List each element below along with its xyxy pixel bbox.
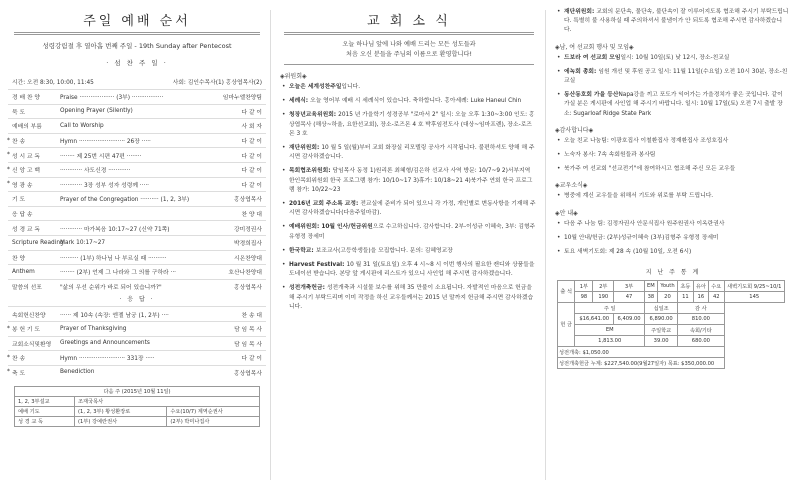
news-item-text: 전교실에 준비가 되어 있으니 각 가정, 개인별로 변동사항을 기재해 주시면 감사하겠습니다(다음주일마감). — [289, 201, 536, 217]
church-news-column — [278, 0, 540, 486]
order-label: 찬 송 — [12, 139, 26, 146]
committee-section-title: ◈위원회◈ — [280, 73, 307, 80]
attendance-cell: 새벽기도회 9/25~10/1 — [724, 281, 784, 292]
attendance-cell: 1,813.00 — [575, 336, 645, 347]
order-leader: 강미정권사 — [234, 226, 262, 233]
attendance-row-label: 헌 금 — [558, 303, 575, 347]
worship-order-list — [8, 89, 266, 293]
news-item — [557, 54, 789, 63]
news-item — [282, 144, 536, 162]
news-item-heading: 청장년교육위원회: — [289, 112, 339, 119]
news-item-text: 임원 개선 및 후원 공고 일시: 11월 11일(수요일) 오전 10시 30분, 장소-친교실 — [564, 68, 788, 85]
standing-mark: * — [7, 166, 10, 173]
attendance-cell: 16 — [693, 292, 708, 303]
attendance-cell: 초등 — [678, 281, 693, 292]
guide-list — [553, 220, 793, 258]
worship-order-title: 주일 예배 순서 — [83, 14, 191, 29]
news-item-text: 교회의 문단속, 물단속, 불단속이 잘 이루어지도록 협조해 주시기 부탁드립니다. 특별히 불 사용하실 때 주의하셔서 불냄이가 안 되도록 협조해 주시면 감사하겠습니다. — [564, 9, 789, 34]
schedule-cell: (1, 2, 3부) 황성환장로 — [75, 407, 167, 417]
order-label: 응 답 송 — [12, 212, 33, 219]
order-row — [8, 350, 266, 365]
news-item — [557, 248, 789, 257]
attendance-title: 지 난 주 통 계 — [645, 269, 701, 277]
news-item — [557, 165, 789, 174]
order-label: 성 시 교 독 — [12, 153, 40, 160]
order-row — [8, 104, 266, 119]
news-item-heading: 드보라 여 선교회 모임 — [564, 54, 621, 61]
news-item — [557, 8, 789, 36]
order-row — [8, 235, 266, 250]
order-label: Scripture Reading — [12, 239, 64, 246]
news-item-text: 2015 년 가을학기 성경공부 "로마서 2" 일시: 오늘 오후 1:30~3:00 인도: 홍상엽목사 (해상~하울, 요한선교회), 장소-로즈몬 4 호 박후임전도사 (대상~임마프렌), 장소-로즈몬 3 호 — [289, 112, 535, 137]
order-leader: 담 임 목 사 — [234, 341, 262, 348]
welcome-line: 처음 오신 분들을 주님의 이름으로 환영합니다! — [346, 51, 472, 58]
attendance-cell: 145 — [724, 292, 784, 303]
worship-leader: 사회: 김인수목사(1) 홍상엽목사(2) — [172, 80, 262, 86]
attendance-cell: 47 — [614, 292, 645, 303]
news-item-heading: 재단위원회: — [564, 9, 597, 15]
schedule-cell: 조재국목사 — [75, 397, 260, 407]
schedule-header: 다음 주 (2015년 10월 11일) — [15, 387, 260, 397]
order-detail: ············ 마가복음 10:17~27 (신약 71쪽) — [60, 226, 170, 233]
order-label: 찬 송 — [12, 356, 26, 363]
news-item-heading: 2016년 교회 주소록 교정: — [289, 201, 361, 208]
order-label: 교회소식및환영 — [12, 341, 52, 348]
order-label: 말씀의 선포 — [12, 285, 42, 292]
order-detail: ········ (2부) 언제 그 나라와 그 의를 구하라 ··· — [60, 270, 177, 277]
order-leader: 찬 양 대 — [241, 212, 262, 219]
news-item-heading: Harvest Festival: — [289, 262, 347, 269]
attendance-cell: 6,890.00 — [645, 314, 678, 325]
order-detail: Prayer of the Congregation ·········· (1, 2, 3부) — [60, 197, 190, 204]
order-leader: 시온찬양대 — [234, 255, 262, 262]
news-item-text: 입니다. — [341, 84, 361, 90]
news-item-text: Napa강을 끼고 포도가 익어가는 가을경치가 좋은 곳입니다. 같이 가실 분은 게시판에 사인업 해 주시기 바랍니다. 일시: 10월 17일(토) 오전 7시 출발 장소: Sugarloaf Ridge State Park — [564, 92, 783, 117]
attendance-cell: 주 일 — [575, 303, 645, 314]
order-leader: 사 회 자 — [241, 124, 262, 131]
news-item-text: 일시: 10월 10일(토) 낮 12시, 장소-친교실 — [620, 54, 730, 61]
attendance-cell: 190 — [593, 292, 614, 303]
attendance-cell: 42 — [709, 292, 724, 303]
news-item-heading: 동산동호회 가을 등산 — [564, 92, 619, 99]
attendance-cell: 감 사 — [678, 303, 724, 314]
guide-section-title: ◈안 내◈ — [555, 209, 578, 217]
news-item-text: 보조교사(고등학생들)을 모집합니다. 문의: 김혜영교장 — [315, 247, 453, 254]
news-item — [282, 167, 536, 195]
news-item-heading: 성전개축헌금: — [289, 285, 327, 292]
news-item-text: 담임목사 동정 1)원리론 최혜형/김은하 선교사 사역 방문: 10/7~9 2)서부지역 한인목회위원회 한국 프로그램 참가: 10/10~17 3)휴가: 10/18~21 4)북가주 연회 한국 프로그램 참가: 10/22~23 — [289, 168, 533, 193]
attendance-cell: 3부 — [614, 281, 645, 292]
order-row — [8, 89, 266, 104]
welcome-line: 오늘 하나님 앞에 나와 예배 드리는 모든 성도들과 — [342, 41, 476, 48]
order-row — [8, 162, 266, 177]
schedule-cell: 수요(10/7) 계역순권사 — [167, 407, 260, 417]
fellowship-section-title: ◈남, 여 선교회 행사 및 모임◈ — [555, 43, 634, 51]
top-news-list — [553, 8, 793, 36]
news-item — [282, 223, 536, 241]
attendance-cell: 39.00 — [645, 336, 678, 347]
news-item-heading: 한국학교: — [289, 247, 316, 254]
attendance-cell: Youth — [657, 281, 677, 292]
news-item-text: 오늘 친교 나눔팀: 이광호집사 이철환집사 정재환집사 조성호집사 — [564, 137, 729, 144]
order-label: 기 도 — [12, 197, 26, 204]
news-item — [282, 97, 536, 106]
news-item — [557, 151, 789, 160]
order-leader: 다 같 이 — [241, 356, 262, 363]
news-item-heading: 세례식: — [289, 98, 311, 105]
news-item-heading: 재단위원회: — [289, 145, 322, 152]
worship-order-column — [8, 0, 266, 486]
worship-meta — [12, 77, 262, 86]
intro-rule — [284, 64, 534, 65]
news-item-text: 오늘 영어부 예배 시 세례식이 있습니다. 축하합니다. 홍아세례: Luke Haneul Chin — [310, 98, 522, 105]
order-leader: 다 같 이 — [241, 168, 262, 175]
order-leader: 호산나찬양대 — [228, 270, 262, 277]
worship-subtitle: 성령강림절 후 열아홉 번째 주일 - 19th Sunday after Pentecost — [42, 42, 232, 50]
standing-mark: * — [7, 137, 10, 144]
church-news-title: 교 회 소 식 — [367, 14, 451, 29]
order-label: 성 경 교 독 — [12, 226, 40, 233]
order-leader: 다 같 이 — [241, 182, 262, 189]
order-row — [8, 365, 266, 380]
order-detail: Call to Worship — [60, 122, 104, 129]
response-heading: · 응 답 · — [119, 296, 155, 304]
members-list — [553, 192, 793, 201]
attendance-cell: $16,641.00 — [575, 314, 614, 325]
news-item-text: 다음 주 나눔 팀: 김정자권사 안문식집사 원주원권사 이옥란권사 — [564, 220, 725, 227]
column-divider — [270, 10, 271, 480]
order-detail: Benediction — [60, 369, 95, 376]
schedule-cell: (1부) 강예란권사 — [75, 417, 167, 427]
building-fund-total: 성전개축헌금 누계: $227,540.00(9월27일자) 목표: $350,000.00 — [558, 358, 725, 369]
news-item — [557, 91, 789, 119]
order-label: Anthem — [12, 268, 35, 275]
building-fund: 성전개축: $1,050.00 — [558, 347, 725, 358]
title-rule — [14, 32, 260, 35]
news-item-heading: 에녹회 총회: — [564, 68, 599, 75]
order-label: 찬 양 — [12, 255, 26, 262]
order-label: 속회헌신찬양 — [12, 312, 46, 319]
news-item — [282, 200, 536, 218]
worship-heading: · 섬 찬 주 일 · — [106, 59, 168, 67]
order-label: 예배의 부름 — [12, 124, 42, 131]
order-leader: 홍상엽목사 — [234, 197, 262, 204]
order-leader: 다 같 이 — [241, 109, 262, 116]
order-row — [8, 220, 266, 235]
schedule-cell: 1, 2, 3부설교 — [15, 397, 75, 407]
thanks-section-title: ◈감사합니다◈ — [555, 126, 594, 134]
order-row — [8, 177, 266, 192]
order-label: 봉 헌 기 도 — [12, 327, 40, 334]
standing-mark: * — [7, 354, 10, 361]
news-item — [557, 220, 789, 229]
misc-news-column — [553, 0, 793, 486]
order-leader: 담 임 목 사 — [234, 327, 262, 334]
news-item-text: 성전개축과 시설물 보수를 위해 35 만불이 소요됩니다. 자발적인 마음으로 헌금을 해 주시기 부탁드리며 이미 작정을 하신 교우들께서는 2015 년 말까지 헌금해 주시면 감사하겠습니다. — [289, 285, 534, 310]
next-week-schedule — [14, 386, 260, 427]
standing-mark: * — [7, 181, 10, 188]
attendance-cell: 주일학교 — [645, 325, 678, 336]
order-row — [8, 118, 266, 133]
order-row — [8, 306, 266, 321]
schedule-cell: 예배 기도 — [15, 407, 75, 417]
attendance-cell: 11 — [678, 292, 693, 303]
order-row — [8, 321, 266, 336]
news-item-text: 10 월 31 일(토요일) 오후 4 시~8 시 이번 행사의 필요한 캔디와 상품들을 도네이션 받습니다. 본당 앞 게시판에 리스트가 있으니 사인업 해 주시면 감사하겠습니다. — [289, 262, 535, 278]
attendance-cell: 98 — [575, 292, 593, 303]
order-row — [8, 279, 266, 294]
order-leader: 박경희집사 — [234, 241, 262, 248]
news-item — [282, 111, 536, 139]
attendance-cell: 680.00 — [678, 336, 724, 347]
attendance-cell: 20 — [657, 292, 677, 303]
attendance-cell: EM — [575, 325, 645, 336]
order-leader: 다 같 이 — [241, 153, 262, 160]
news-item-text: 으로 수고하십니다. 감사합니다. 2부-이성규 이혜숙, 3부: 김형주 유형정 장세미 — [289, 224, 536, 240]
order-row — [8, 206, 266, 221]
order-detail: ·········· (1부) 하나님 나 부르실 때 ·········· — [60, 255, 167, 262]
response-order-list — [8, 306, 266, 379]
news-item — [282, 284, 536, 312]
order-detail: ······ 제 10속 (속장: 엔젤 남궁 (1, 2부) ···· — [60, 312, 169, 319]
order-row — [8, 133, 266, 148]
attendance-cell: 38 — [645, 292, 658, 303]
order-detail: Opening Prayer (Silently) — [60, 108, 133, 115]
order-row — [8, 191, 266, 206]
order-detail: Praise ··················· (3부) ················· — [60, 95, 164, 102]
schedule-cell: 성 경 교 독 — [15, 417, 75, 427]
order-label: 영 광 송 — [12, 182, 33, 189]
news-item — [282, 247, 536, 256]
news-item — [557, 68, 789, 86]
attendance-cell: 6,409.00 — [614, 314, 645, 325]
members-section-title: ◈교우소식◈ — [555, 182, 588, 190]
news-item-text: 10 월 5 일(월)부터 교회 화장실 리모델링 공사가 시작됩니다. 불편하셔도 양해 해 주시면 감사하겠습니다. — [289, 145, 535, 161]
order-detail: "삶의 우선 순위가 바로 되어 있습니까?" — [60, 285, 162, 292]
order-leader: 홍상엽목사 — [234, 370, 262, 377]
attendance-cell: 2부 — [593, 281, 614, 292]
title-rule — [284, 32, 534, 35]
order-leader: 홍상엽목사 — [234, 285, 262, 292]
order-leader: 다 같 이 — [241, 139, 262, 146]
order-detail: Greetings and Announcements — [60, 340, 150, 347]
news-item-text: 북가주 여 선교회 "선교전기"에 참여하시고 협조해 주신 모든 교우들 — [564, 166, 736, 173]
fellowship-list — [553, 54, 793, 119]
order-detail: Hymn ························· 331장 ····· — [60, 356, 155, 363]
news-item — [282, 261, 536, 279]
attendance-cell: 수요 — [709, 281, 724, 292]
news-item-heading: 예배위원회: 10월 인사/헌금위원 — [289, 224, 373, 231]
standing-mark: * — [7, 152, 10, 159]
order-label: 축 도 — [12, 370, 26, 377]
news-list — [278, 83, 540, 312]
column-divider — [545, 10, 546, 480]
order-row — [8, 336, 266, 351]
news-item — [282, 83, 536, 92]
news-item-text: 병중에 계신 교우들을 위해서 기도와 위로를 부탁 드립니다. — [564, 193, 714, 200]
order-detail: ········ 제 25번 시편 47편 ········ — [60, 153, 142, 160]
news-item-heading: 오늘은 세계성찬주일 — [289, 84, 342, 90]
news-item — [557, 234, 789, 243]
order-leader: 임마누엘찬양팀 — [222, 95, 262, 102]
order-row — [8, 264, 266, 279]
order-detail: Hymn ························· 26장 ····· — [60, 139, 151, 146]
schedule-cell: (2부) 박미나집사 — [167, 417, 260, 427]
order-label: 경 배 찬 양 — [12, 95, 40, 102]
order-label: 묵 도 — [12, 109, 26, 116]
order-label: 신 앙 고 백 — [12, 168, 40, 175]
order-row — [8, 147, 266, 162]
attendance-cell: 십일조 — [645, 303, 678, 314]
order-leader: 찬 송 대 — [241, 312, 262, 319]
attendance-cell: 1부 — [575, 281, 593, 292]
news-item-text: 토요 새벽기도회: 제 28 속 (10월 10일, 오전 6시) — [564, 249, 692, 256]
order-detail: Mark 10:17~27 — [60, 239, 106, 246]
news-item — [557, 192, 789, 201]
news-item-text: 10월 안내/헌금: (2부)성규이혜숙 (3부)김형주 유형정 장세미 — [564, 234, 719, 241]
news-item-text: 노숙자 봉사: 7속 속회원들과 봉사팀 — [564, 152, 656, 159]
attendance-cell: EM — [645, 281, 658, 292]
welcome-message — [278, 40, 540, 60]
news-item — [557, 137, 789, 146]
worship-time: 시간: 오전 8:30, 10:00, 11:45 — [12, 80, 94, 86]
standing-mark: * — [7, 325, 10, 332]
standing-mark: * — [7, 369, 10, 376]
thanks-list — [553, 137, 793, 175]
attendance-cell: 810.00 — [678, 314, 724, 325]
order-row — [8, 250, 266, 265]
order-detail: ············ 3장 성부 성자 성령께 ····· — [60, 182, 150, 189]
order-detail: Prayer of Thanksgiving — [60, 325, 127, 332]
attendance-cell: 유아 — [693, 281, 708, 292]
news-item-heading: 목회협조위원회: — [289, 168, 333, 175]
attendance-cell: 속회/기타 — [678, 325, 724, 336]
attendance-table — [557, 280, 785, 369]
attendance-row-label: 출 석 — [558, 281, 575, 303]
order-detail: ············ 사도신경 ············ — [60, 168, 131, 175]
